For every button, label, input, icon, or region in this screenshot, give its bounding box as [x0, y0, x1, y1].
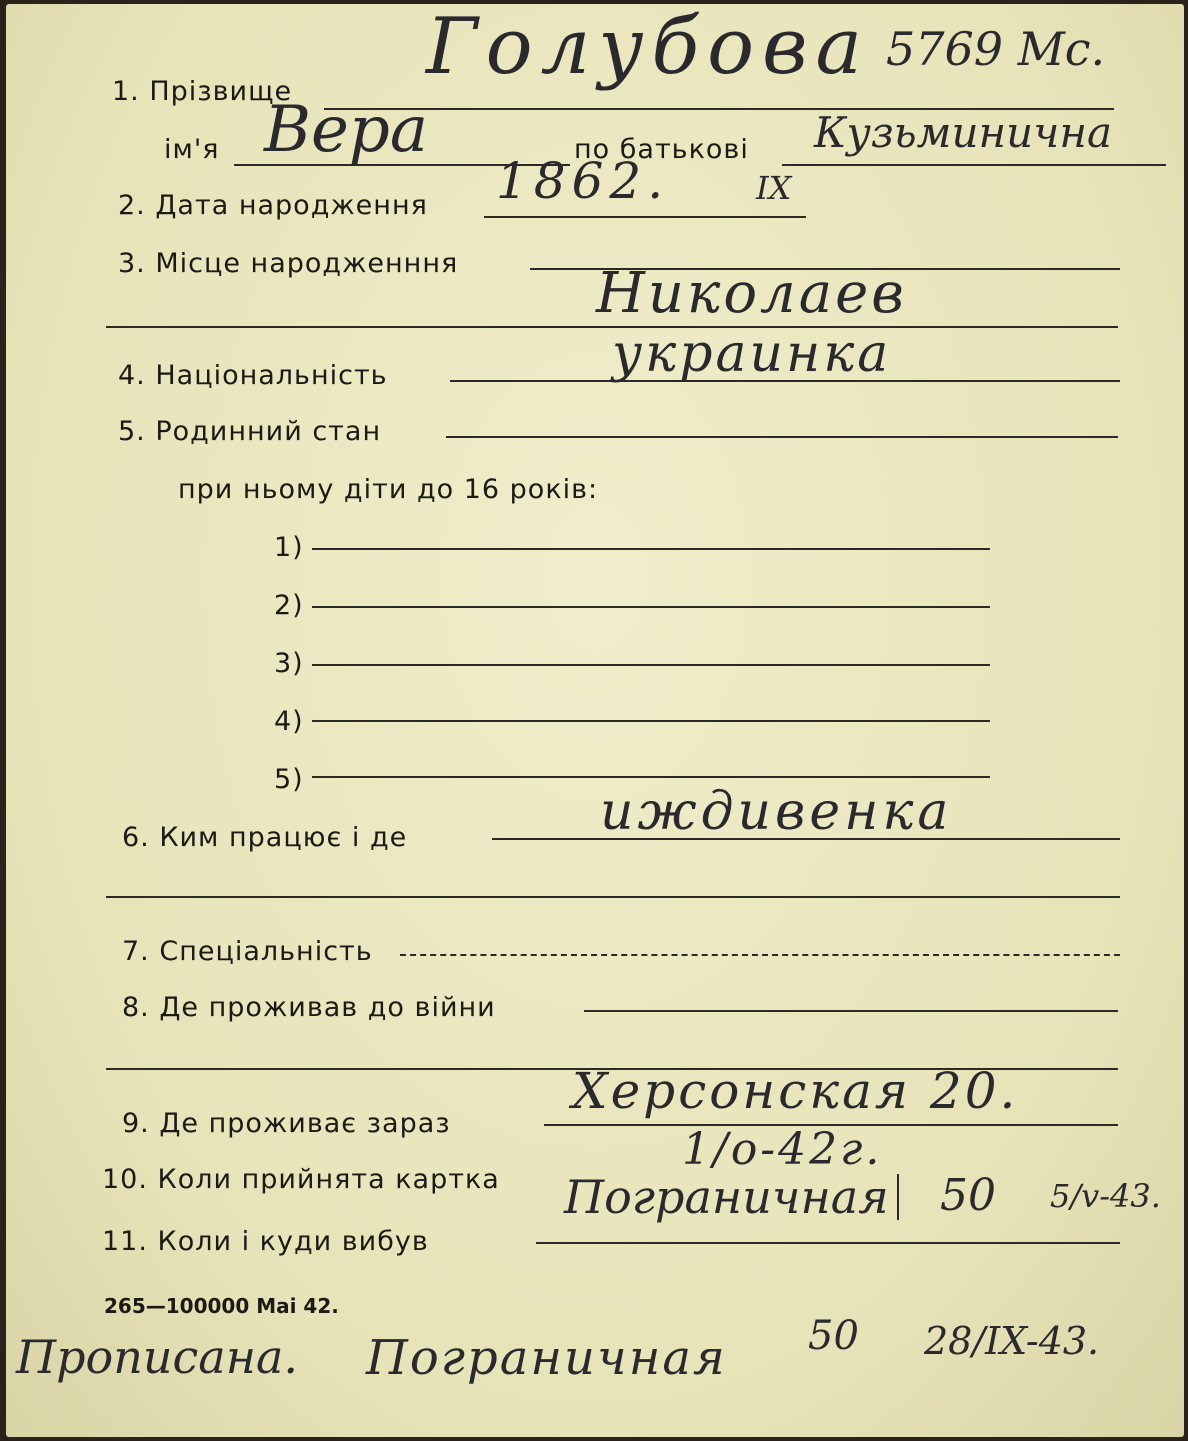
- card-number-handwritten: 5769 Мс.: [886, 22, 1106, 76]
- departure-line: [536, 1242, 1120, 1244]
- footer-street-handwritten: Пограничная: [366, 1330, 727, 1386]
- birth-date-line: [484, 216, 806, 218]
- nationality-label: 4. Національність: [118, 360, 388, 391]
- prewar-residence-label: 8. Де проживав до війни: [122, 992, 496, 1023]
- child-1-label: 1): [274, 532, 304, 563]
- child-2-line: [312, 606, 990, 608]
- occupation-handwritten: иждивенка: [600, 782, 953, 842]
- departure-house-handwritten: 50: [940, 1170, 996, 1221]
- child-4-label: 4): [274, 706, 304, 737]
- nationality-handwritten: украинка: [612, 324, 892, 384]
- surname-handwritten: Голубова: [426, 2, 870, 92]
- patronymic-line: [782, 164, 1166, 166]
- family-status-line: [446, 436, 1118, 438]
- departure-street-handwritten: Пограничная: [564, 1174, 899, 1220]
- departure-label: 11. Коли і куди вибув: [102, 1226, 429, 1257]
- patronymic-label: по батькові: [574, 134, 749, 165]
- card-accepted-label: 10. Коли прийнята картка: [102, 1164, 500, 1195]
- name-label: ім'я: [164, 134, 220, 165]
- prewar-residence-line-1: [584, 1010, 1118, 1012]
- child-2-label: 2): [274, 590, 304, 621]
- child-1-line: [312, 548, 990, 550]
- footer-date-handwritten: 28/IX-43.: [924, 1319, 1100, 1363]
- specialty-label: 7. Спеціальність: [122, 936, 373, 967]
- specialty-line: [400, 954, 1120, 956]
- registration-card: [6, 4, 1184, 1437]
- birth-date-label: 2. Дата народження: [118, 190, 428, 221]
- birthplace-handwritten: Николаев: [596, 261, 907, 326]
- current-residence-label: 9. Де проживає зараз: [122, 1108, 451, 1139]
- birth-month-handwritten: IX: [756, 169, 792, 207]
- child-5-line: [312, 776, 990, 778]
- card-accepted-handwritten: 1/о-42г.: [682, 1124, 883, 1175]
- birthplace-label: 3. Місце народженння: [118, 248, 459, 279]
- print-note: 265—100000 Mai 42.: [104, 1294, 339, 1318]
- occupation-line-2: [106, 896, 1120, 898]
- children-label: при ньому діти до 16 років:: [178, 474, 599, 505]
- child-4-line: [312, 720, 990, 722]
- occupation-label: 6. Ким працює і де: [122, 822, 408, 853]
- patronymic-handwritten: Кузьминична: [814, 108, 1113, 157]
- footer-house-handwritten: 50: [808, 1313, 859, 1359]
- name-handwritten: Вера: [264, 93, 429, 167]
- departure-date-handwritten: 5/v-43.: [1050, 1177, 1161, 1215]
- birth-year-handwritten: 1862.: [496, 152, 670, 210]
- child-5-label: 5): [274, 764, 304, 795]
- child-3-line: [312, 664, 990, 666]
- surname-label: 1. Прізвище: [112, 76, 293, 107]
- family-status-label: 5. Родинний стан: [118, 416, 382, 447]
- current-residence-handwritten: Херсонская 20.: [572, 1062, 1019, 1120]
- footer-registered-handwritten: Прописана.: [16, 1330, 299, 1384]
- child-3-label: 3): [274, 648, 304, 679]
